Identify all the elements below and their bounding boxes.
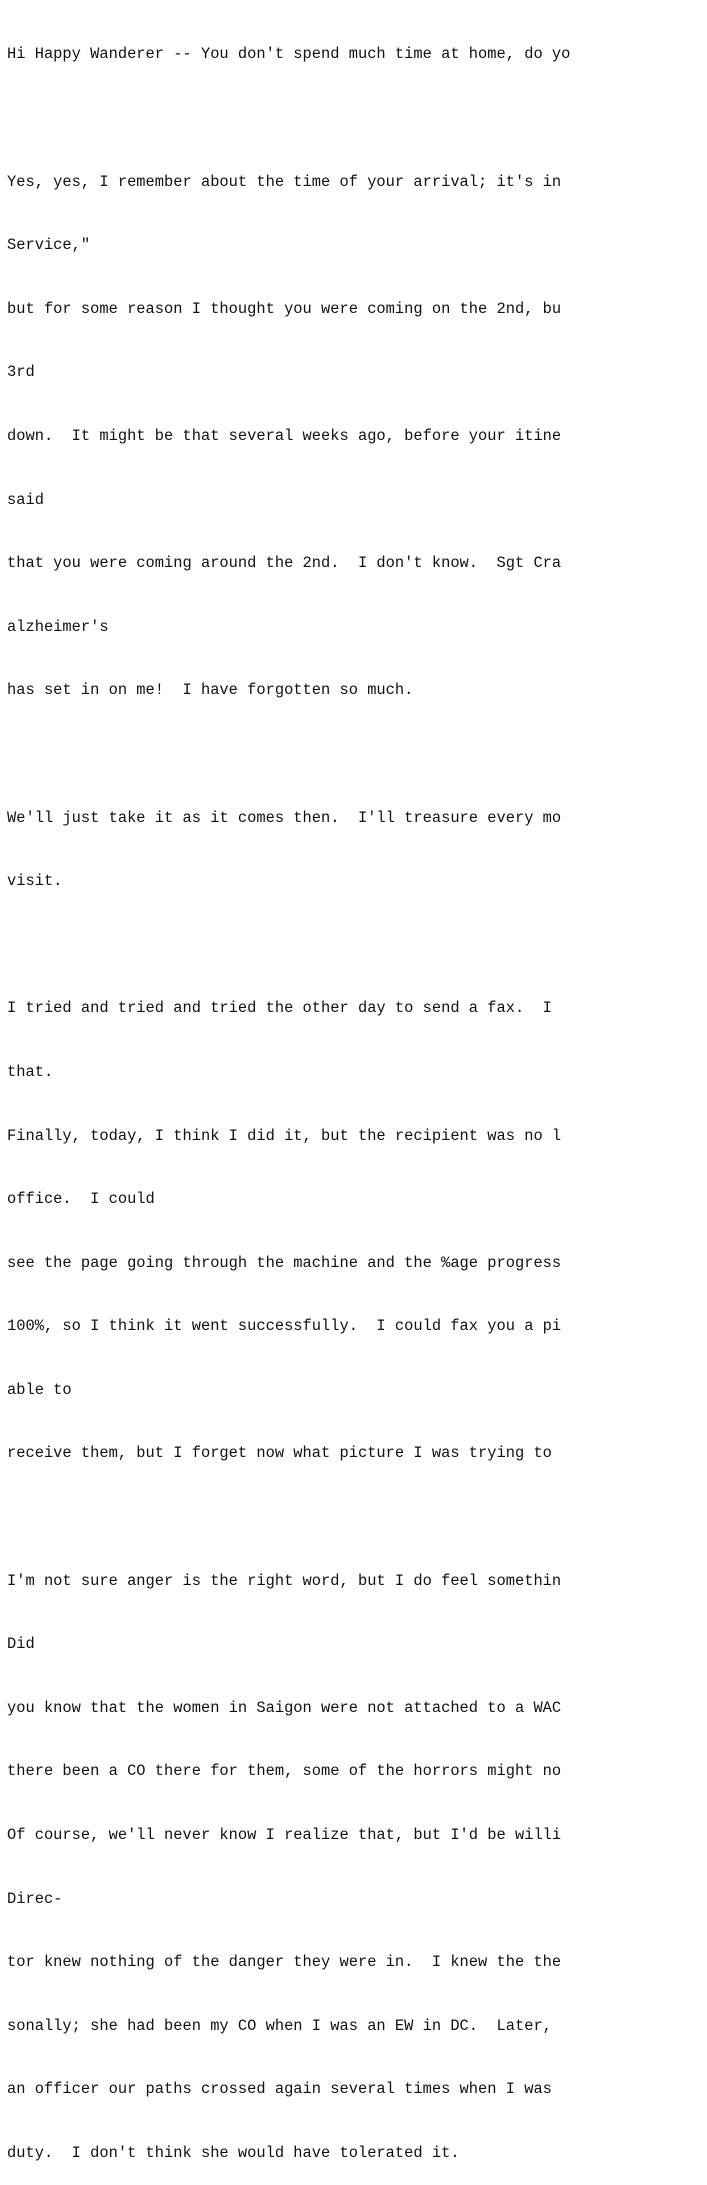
text-line: I'm not sure anger is the right word, but I do feel somethin xyxy=(7,1571,562,1590)
text-line xyxy=(7,1507,707,1528)
text-line: 100%, so I think it went successfully. I could fax you a pi xyxy=(7,1317,562,1336)
letter-text xyxy=(7,0,707,2185)
text-line: office. I could xyxy=(7,1190,155,1209)
text-line: but for some reason I thought you were coming on the 2nd, bu xyxy=(7,299,562,318)
text-line: receive them, but I forget now what picture I was trying to xyxy=(7,1444,552,1463)
text-line: you know that the women in Saigon were not attached to a WAC xyxy=(7,1698,562,1717)
text-line: I tried and tried and tried the other day to send a fax. I xyxy=(7,999,552,1018)
text-line: visit. xyxy=(7,872,63,891)
text-line: down. It might be that several weeks ago, before your itine xyxy=(7,426,562,445)
text-line: that you were coming around the 2nd. I don't know. Sgt Cra xyxy=(7,554,562,573)
text-line: Of course, we'll never know I realize that, but I'd be willi xyxy=(7,1826,562,1845)
text-line xyxy=(7,935,707,956)
text-line: sonally; she had been my CO when I was an EW in DC. Later, xyxy=(7,2016,552,2035)
text-line: see the page going through the machine and the %age progress xyxy=(7,1253,562,1272)
text-line xyxy=(7,744,707,765)
text-line: able to xyxy=(7,1380,72,1399)
text-line: alzheimer's xyxy=(7,617,109,636)
text-line: has set in on me! I have forgotten so much. xyxy=(7,681,414,700)
text-line: Yes, yes, I remember about the time of your arrival; it's in xyxy=(7,172,562,191)
text-line: Hi Happy Wanderer -- You don't spend much time at home, do yo xyxy=(7,45,571,64)
text-line: said xyxy=(7,490,44,509)
text-line: Did xyxy=(7,1635,35,1654)
text-line: that. xyxy=(7,1062,54,1081)
text-line: Service," xyxy=(7,236,91,255)
text-line: 3rd xyxy=(7,363,35,382)
text-line: duty. I don't think she would have tolerated it. xyxy=(7,2144,460,2162)
text-line: an officer our paths crossed again several times when I was xyxy=(7,2080,552,2099)
text-line: tor knew nothing of the danger they were in. I knew the the xyxy=(7,1953,562,1972)
text-line: there been a CO there for them, some of the horrors might no xyxy=(7,1762,562,1781)
text-line: Direc- xyxy=(7,1889,63,1908)
text-line: Finally, today, I think I did it, but the recipient was no l xyxy=(7,1126,562,1145)
text-line: We'll just take it as it comes then. I'll treasure every mo xyxy=(7,808,562,827)
text-line xyxy=(7,108,707,129)
